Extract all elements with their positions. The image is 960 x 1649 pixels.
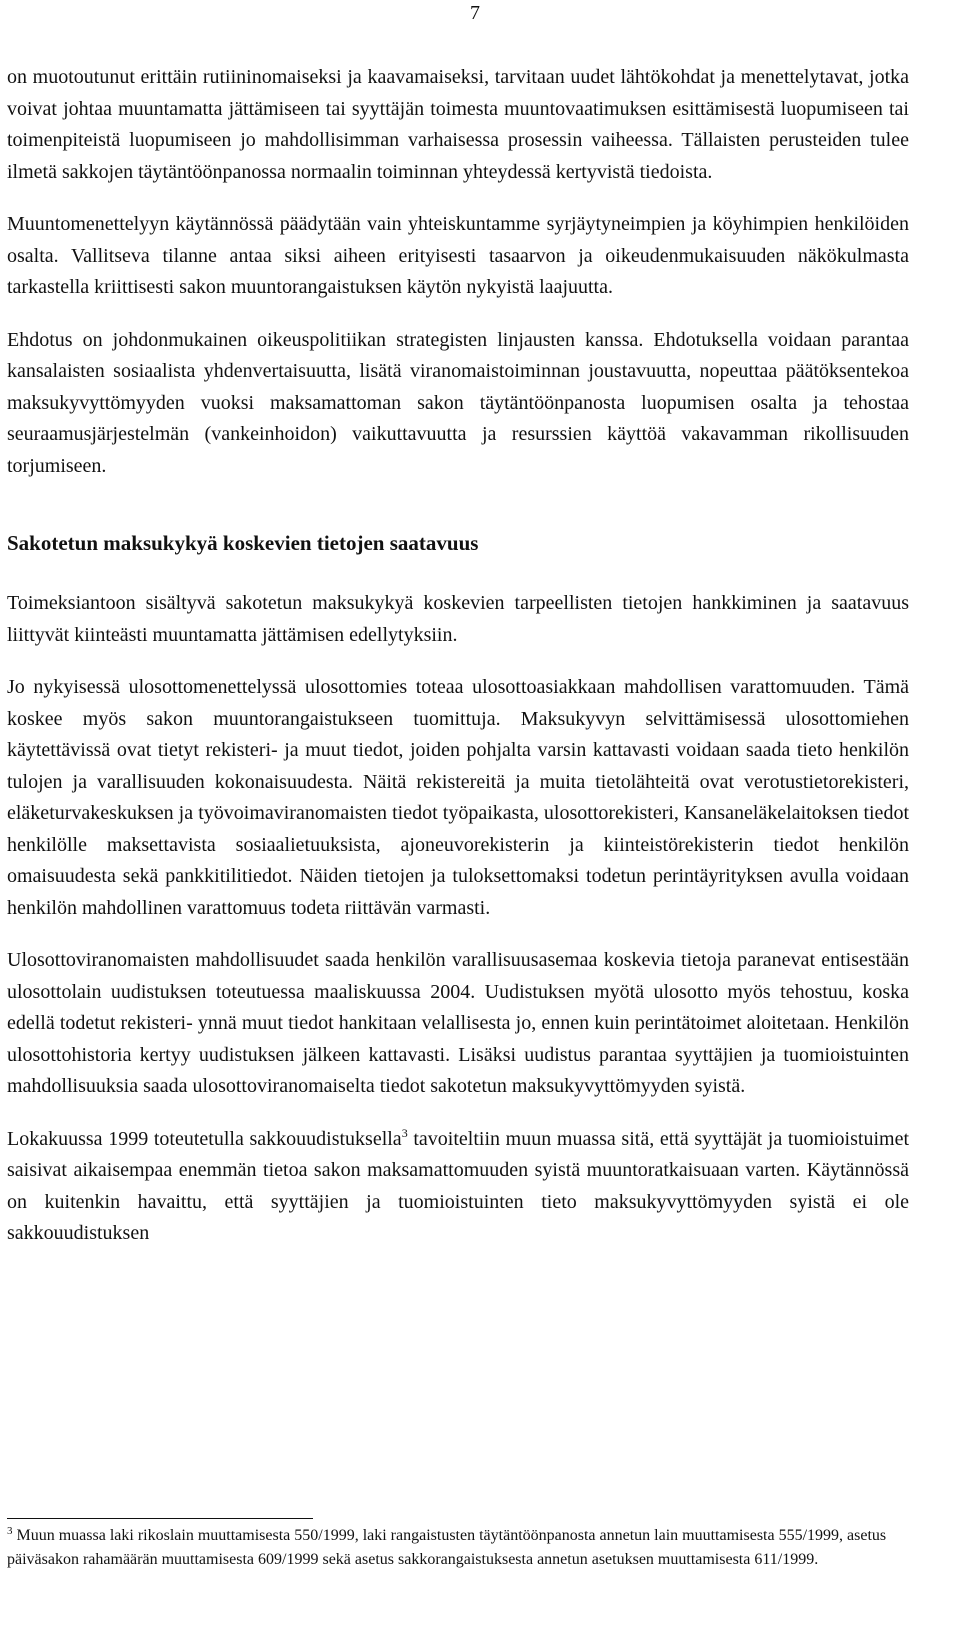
paragraph-7 [7, 1124, 909, 1250]
paragraph-3: Ehdotus on johdonmukainen oikeuspolitiikan strategisten linjausten kanssa. Ehdotuksella voidaan parantaa kansalaisten sosiaalista yhdenvertaisuutta, lisätä viranomaistoiminnan joustavuutta, nopeuttaa päätöksentekoa maksukyvyttömyyden vuoksi maksamattoman sakon täytäntöönpanosta luopumisen osalta ja tehostaa seuraamusjärjestelmän (vankeinhoidon) vaikuttavuutta ja resurssien käyttöä vakavamman rikollisuuden torjumiseen. [7, 328, 909, 477]
paragraph-1: on muotoutunut erittäin rutiininomaiseksi ja kaavamaiseksi, tarvitaan uudet lähtökohdat ja menettelytavat, jotka voivat johtaa muuntamatta jättämiseen tai syyttäjän toimesta muuntovaatimuksen esittämisestä luopumiseen tai toimenpiteistä luopumiseen jo mahdollisimman varhaisessa prosessin vaiheessa. Tällaisten perusteiden tulee ilmetä sakkojen täytäntöönpanossa normaalin toiminnan yhteydessä kertyvistä tiedoista. [7, 66, 909, 183]
page-number: 7 [470, 2, 480, 24]
section-heading: Sakotetun maksukykyä koskevien tietojen saatavuus [7, 531, 479, 555]
footnote-separator [7, 1518, 313, 1519]
footnote-text: Muun muassa laki rikoslain muuttamisesta 550/1999, laki rangaistusten täytäntöönpanosta annetun lain muuttamisesta 555/1999, asetus päiväsakon rahamäärän muuttamisesta 609/1999 sekä asetus sakkorangaistuksesta annetun asetuksen muuttamisesta 611/1999. [7, 1527, 887, 1568]
paragraph-4: Toimeksiantoon sisältyvä sakotetun maksukykyä koskevien tarpeellisten tietojen hankkiminen ja saatavuus liittyvät kiinteästi muuntamatta jättämisen edellytyksiin. [7, 592, 909, 646]
footnote-marker: 3 [7, 1525, 13, 1537]
footnote-reference: 3 [401, 1125, 408, 1140]
footnote [7, 1524, 909, 1572]
paragraph-5: Jo nykyisessä ulosottomenettelyssä ulosottomies toteaa ulosottoasiakkaan mahdollisen varattomuuden. Tämä koskee myös sakon muuntorangaistukseen tuomittuja. Maksukyvyn selvittämisessä ulosottomiehen käytettävissä ovat tietyt rekisteri- ja muut tiedot, joiden pohjalta varsin kattavasti voidaan saada tieto henkilön tulojen ja varallisuuden kokonaisuudesta. Näitä rekistereitä ja muita tietolähteitä ovat verotustietorekisteri, eläketurvakeskuksen ja työvoimaviranomaisten tiedot työpaikasta, ulosottorekisteri, Kansaneläkelaitoksen tiedot henkilölle maksettavista sosiaalietuuksista, ajoneuvorekisterin ja kiinteistörekisterin tiedot henkilön omaisuudesta sekä pankkitilitiedot. Näiden tietojen ja tuloksettomaksi todetun perintäyrityksen avulla voidaan henkilön mahdollinen varattomuus todeta riittävän varmasti. [7, 676, 909, 919]
paragraph-6: Ulosottoviranomaisten mahdollisuudet saada henkilön varallisuusasemaa koskevia tietoja paranevat entisestään ulosottolain uudistuksen toteutuessa maaliskuussa 2004. Uudistuksen myötä ulosotto myös tehostuu, koska edellä todetut rekisteri- ynnä muut tiedot hankitaan velallisesta jo, ennen kuin perintätoimet aloitetaan. Henkilön ulosottohistoria kertyy uudistuksen jälkeen kattavasti. Lisäksi uudistus parantaa syyttäjien ja tuomioistuinten mahdollisuuksia saada ulosottoviranomaiselta tiedot sakotetun maksukyvyttömyyden syistä. [7, 949, 909, 1097]
paragraph-7-end: tavoiteltiin muun muassa sitä, että syyttäjät ja tuomioistuimet saisivat aikaisempaa enemmän tietoa sakon maksamattomuuden syistä muuntoratkaisuaan varten. Käytännössä on kuitenkin havaittu, että syyttäjien ja tuomioistuinten tieto maksukyvyttömyyden syistä ei ole sakkouudistuksen [7, 1127, 909, 1244]
paragraph-7-start: Lokakuussa 1999 toteutetulla sakkouudistuksella [7, 1127, 402, 1150]
document-body [7, 62, 909, 1250]
paragraph-2: Muuntomenettelyyn käytännössä päädytään vain yhteiskuntamme syrjäytyneimpien ja köyhimpien henkilöiden osalta. Vallitseva tilanne antaa siksi aiheen erityisesti tasaarvon ja oikeudenmukaisuuden näkökulmasta tarkastella kriittisesti sakon muuntorangaistuksen käytön nykyistä laajuutta. [7, 213, 909, 298]
